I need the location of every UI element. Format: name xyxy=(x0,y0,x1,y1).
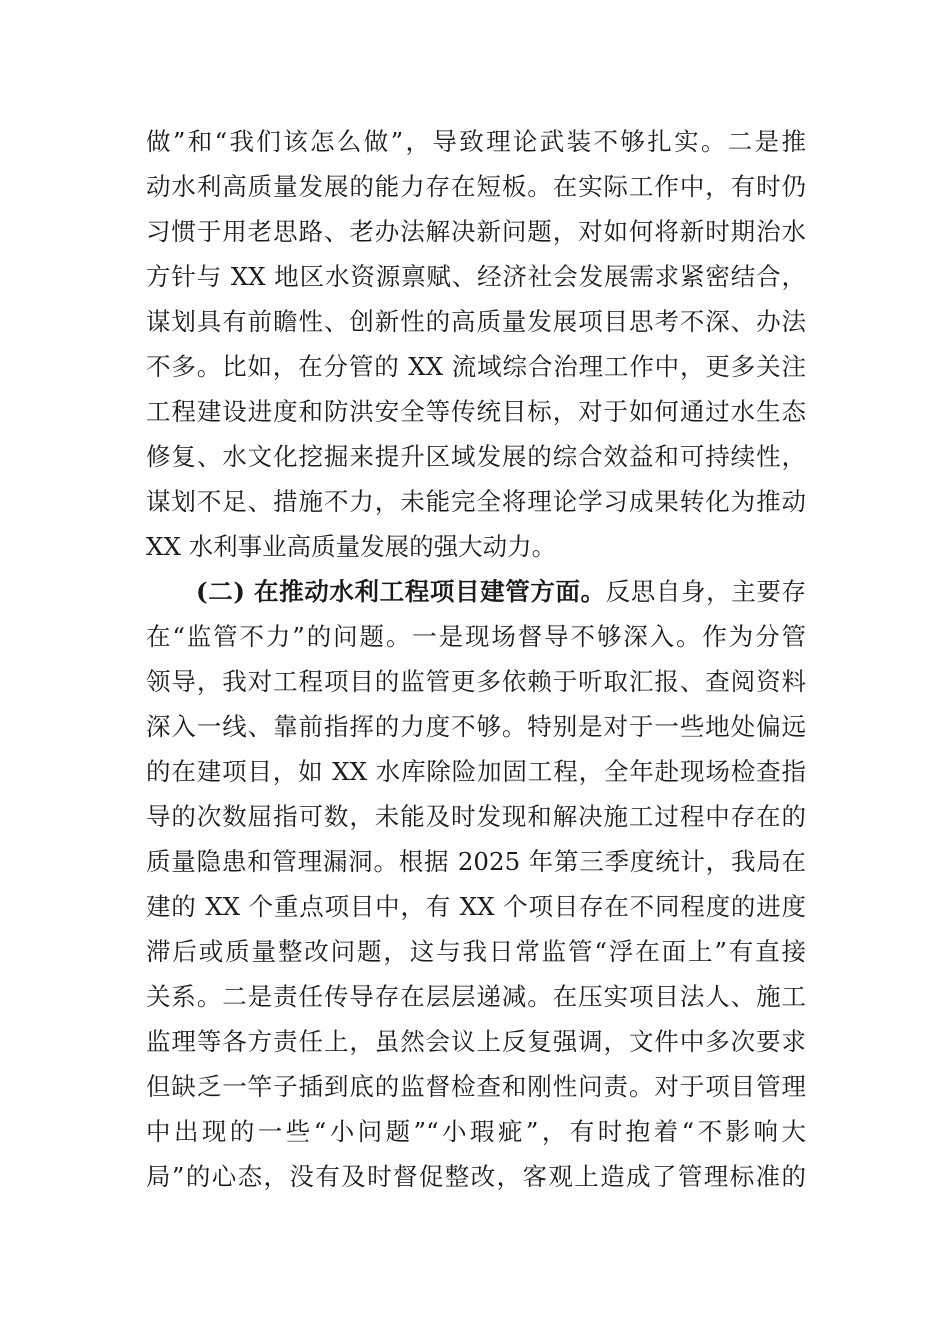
paragraph-line: 动水利高质量发展的能力存在短板。在实际工作中，有时仍 xyxy=(146,172,806,201)
paragraph-line: 修复、水文化挖掘来提升区域发展的综合效益和可持续性， xyxy=(146,442,806,471)
paragraph-2 xyxy=(146,569,806,1199)
paragraph-first-line xyxy=(146,569,806,614)
paragraph-line: 做”和“我们该怎么做”，导致理论武装不够扎实。二是推 xyxy=(146,127,806,156)
paragraph-line: 质量隐患和管理漏洞。根据 2025 年第三季度统计，我局在 xyxy=(146,847,806,876)
paragraph-line: 导的次数屈指可数，未能及时发现和解决施工过程中存在的 xyxy=(146,802,806,831)
paragraph-line: 领导，我对工程项目的监管更多依赖于听取汇报、查阅资料 xyxy=(146,667,806,696)
paragraph-line: 滞后或质量整改问题，这与我日常监管“浮在面上”有直接 xyxy=(146,937,806,966)
paragraph-line: 在“监管不力”的问题。一是现场督导不够深入。作为分管 xyxy=(146,622,806,651)
paragraph-line: 局”的心态，没有及时督促整改，客观上造成了管理标准的 xyxy=(146,1162,806,1191)
paragraph-line: 工程建设进度和防洪安全等传统目标，对于如何通过水生态 xyxy=(146,397,806,426)
paragraph-line: 但缺乏一竿子插到底的监督检查和刚性问责。对于项目管理 xyxy=(146,1072,806,1101)
paragraph-line: 关系。二是责任传导存在层层递减。在压实项目法人、施工 xyxy=(146,982,806,1011)
paragraph-line: XX 水利事业高质量发展的强大动力。 xyxy=(146,532,557,561)
document-body xyxy=(146,119,806,1199)
heading-followup-text: 反思自身，主要存 xyxy=(605,577,806,606)
paragraph-line: 谋划具有前瞻性、创新性的高质量发展项目思考不深、办法 xyxy=(146,307,806,336)
paragraph-line: 中出现的一些“小问题”“小瑕疵”，有时抱着“不影响大 xyxy=(146,1117,806,1146)
paragraph-line: 谋划不足、措施不力，未能完全将理论学习成果转化为推动 xyxy=(146,487,806,516)
paragraph-line: 不多。比如，在分管的 XX 流域综合治理工作中，更多关注 xyxy=(146,352,806,381)
paragraph-line: 习惯于用老思路、老办法解决新问题，对如何将新时期治水 xyxy=(146,217,806,246)
section-heading: (二) 在推动水利工程项目建管方面。 xyxy=(196,577,606,606)
paragraph-line: 的在建项目，如 XX 水库除险加固工程，全年赴现场检查指 xyxy=(146,757,806,786)
paragraph-line: 建的 XX 个重点项目中，有 XX 个项目存在不同程度的进度 xyxy=(146,892,806,921)
paragraph-line: 深入一线、靠前指挥的力度不够。特别是对于一些地处偏远 xyxy=(146,712,806,741)
paragraph-line: 监理等各方责任上，虽然会议上反复强调，文件中多次要求 xyxy=(146,1027,806,1056)
paragraph-1 xyxy=(146,119,806,569)
paragraph-line: 方针与 XX 地区水资源禀赋、经济社会发展需求紧密结合， xyxy=(146,262,806,291)
